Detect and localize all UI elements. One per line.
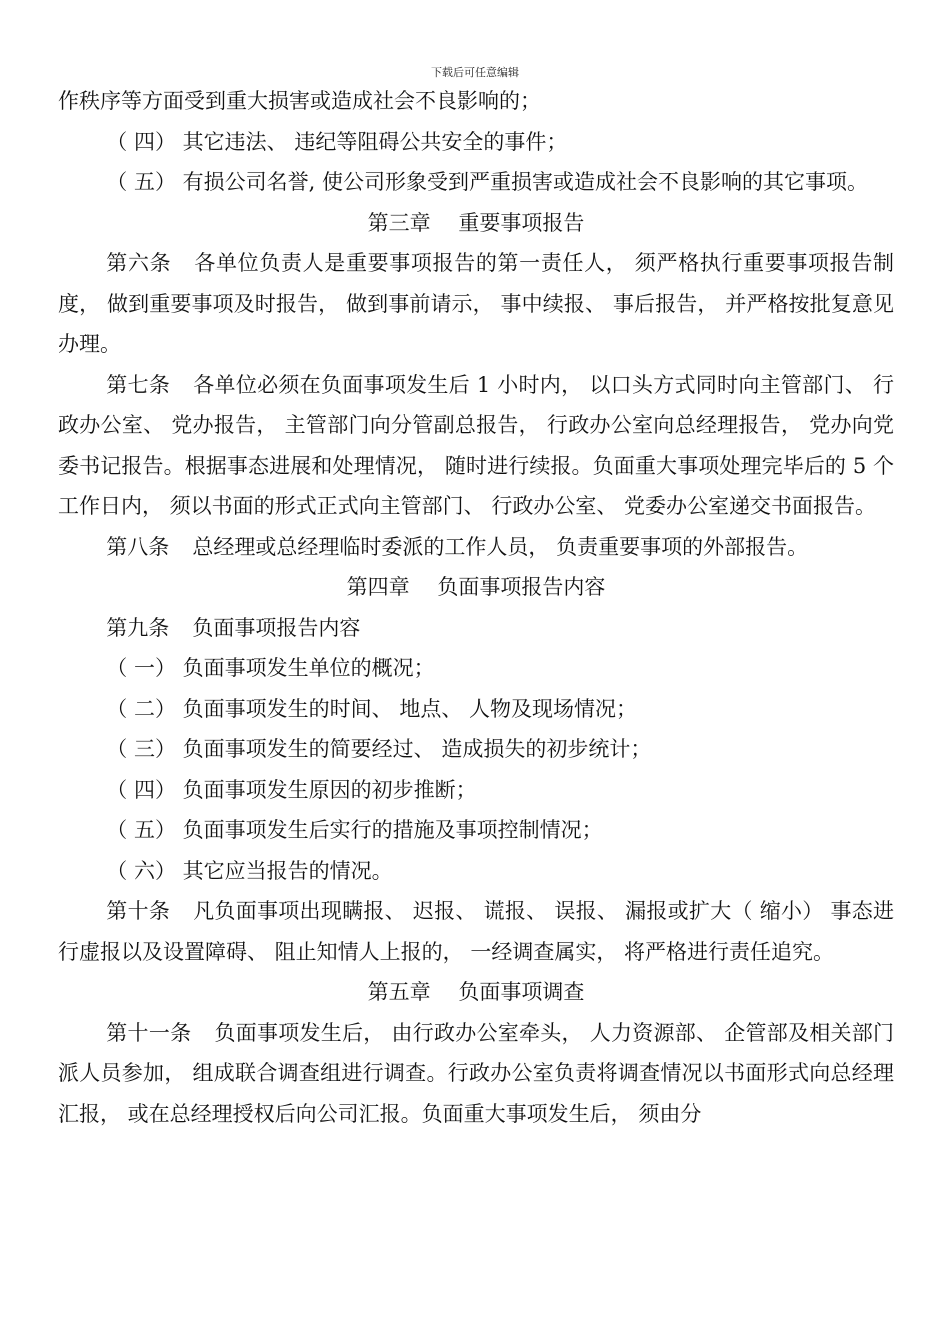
document-body: [58, 81, 894, 1134]
article-paragraph: [58, 608, 894, 649]
paragraph-text: 作秩序等方面受到重大损害或造成社会不良影响的；: [58, 89, 541, 113]
chapter-title: 第三章 重要事项报告: [367, 210, 585, 235]
article-label: 第六条: [106, 251, 172, 275]
article-text: 各单位必须在负面事项发生后 1 小时内， 以口头方式同时向主管部门、 行政办公室、 党办报告， 主管部门向分管副总报告， 行政办公室向总经理报告， 党办向党委书记报告。根据事态进展和处理情况， 随时进行续报。负面重大事项处理完毕后的 5 个工作日内， 须以书面的形式正式向主管部门、 行政办公室、 党委办公室递交书面报告。: [58, 372, 895, 518]
article-text: 总经理或总经理临时委派的工作人员， 负责重要事项的外部报告。: [192, 534, 809, 559]
article-paragraph: [58, 1013, 894, 1135]
article-paragraph: [58, 527, 894, 568]
list-item: [58, 648, 894, 689]
article-label: 第九条: [106, 615, 170, 640]
chapter-title: 第四章 负面事项报告内容: [346, 575, 606, 599]
article-text: 负面事项发生后， 由行政办公室牵头， 人力资源部、 企管部及相关部门派人员参加， 组成联合调查组进行调查。行政办公室负责将调查情况以书面形式向总经理汇报， 或在总经理授权后向公司汇报。负面重大事项发生后， 须由分: [58, 1020, 895, 1126]
list-item: [58, 810, 894, 851]
article-paragraph: [58, 891, 894, 972]
page-header-note: 下载后可任意编辑: [431, 66, 519, 79]
article-text: 各单位负责人是重要事项报告的第一责任人， 须严格执行重要事项报告制度， 做到重要事项及时报告， 做到事前请示， 事中续报、 事后报告， 并严格按批复意见办理。: [58, 251, 894, 356]
list-item: [58, 851, 894, 892]
list-item: [58, 729, 894, 770]
list-item: [58, 770, 894, 811]
list-item-text: （ 三） 负面事项发生的简要经过、 造成损失的初步统计；: [106, 737, 652, 761]
list-item-text: （ 五） 负面事项发生后实行的措施及事项控制情况；: [106, 818, 603, 842]
article-label: 第七条: [106, 372, 171, 397]
chapter-heading: [58, 972, 894, 1013]
clause-item: [58, 122, 894, 163]
article-paragraph: [58, 243, 894, 365]
chapter-title: 第五章 负面事项调查: [367, 980, 585, 1004]
chapter-heading: [58, 203, 894, 244]
chapter-heading: [58, 567, 894, 608]
list-item-text: （ 六） 其它应当报告的情况。: [106, 858, 393, 883]
list-item-text: （ 二） 负面事项发生的时间、 地点、 人物及现场情况；: [106, 696, 637, 721]
article-label: 第八条: [106, 534, 170, 559]
article-text: 负面事项报告内容: [192, 615, 361, 640]
list-item: [58, 689, 894, 730]
article-text: 凡负面事项出现瞒报、 迟报、 谎报、 误报、 漏报或扩大（ 缩小） 事态进行虚报以及设置障碍、 阻止知情人上报的， 一经调查属实， 将严格进行责任追究。: [58, 899, 894, 964]
clause-text: （ 五） 有损公司名誉, 使公司形象受到严重损害或造成社会不良影响的其它事项。: [106, 170, 868, 194]
article-paragraph: [58, 365, 894, 527]
clause-text: （ 四） 其它违法、 违纪等阻碍公共安全的事件；: [106, 129, 568, 154]
article-label: 第十条: [106, 899, 171, 923]
list-item-text: （ 一） 负面事项发生单位的概况；: [106, 656, 435, 680]
clause-item: [58, 162, 894, 203]
article-label: 第十一条: [106, 1020, 192, 1045]
list-item-text: （ 四） 负面事项发生原因的初步推断；: [106, 777, 477, 802]
paragraph-continuation: [58, 81, 894, 122]
